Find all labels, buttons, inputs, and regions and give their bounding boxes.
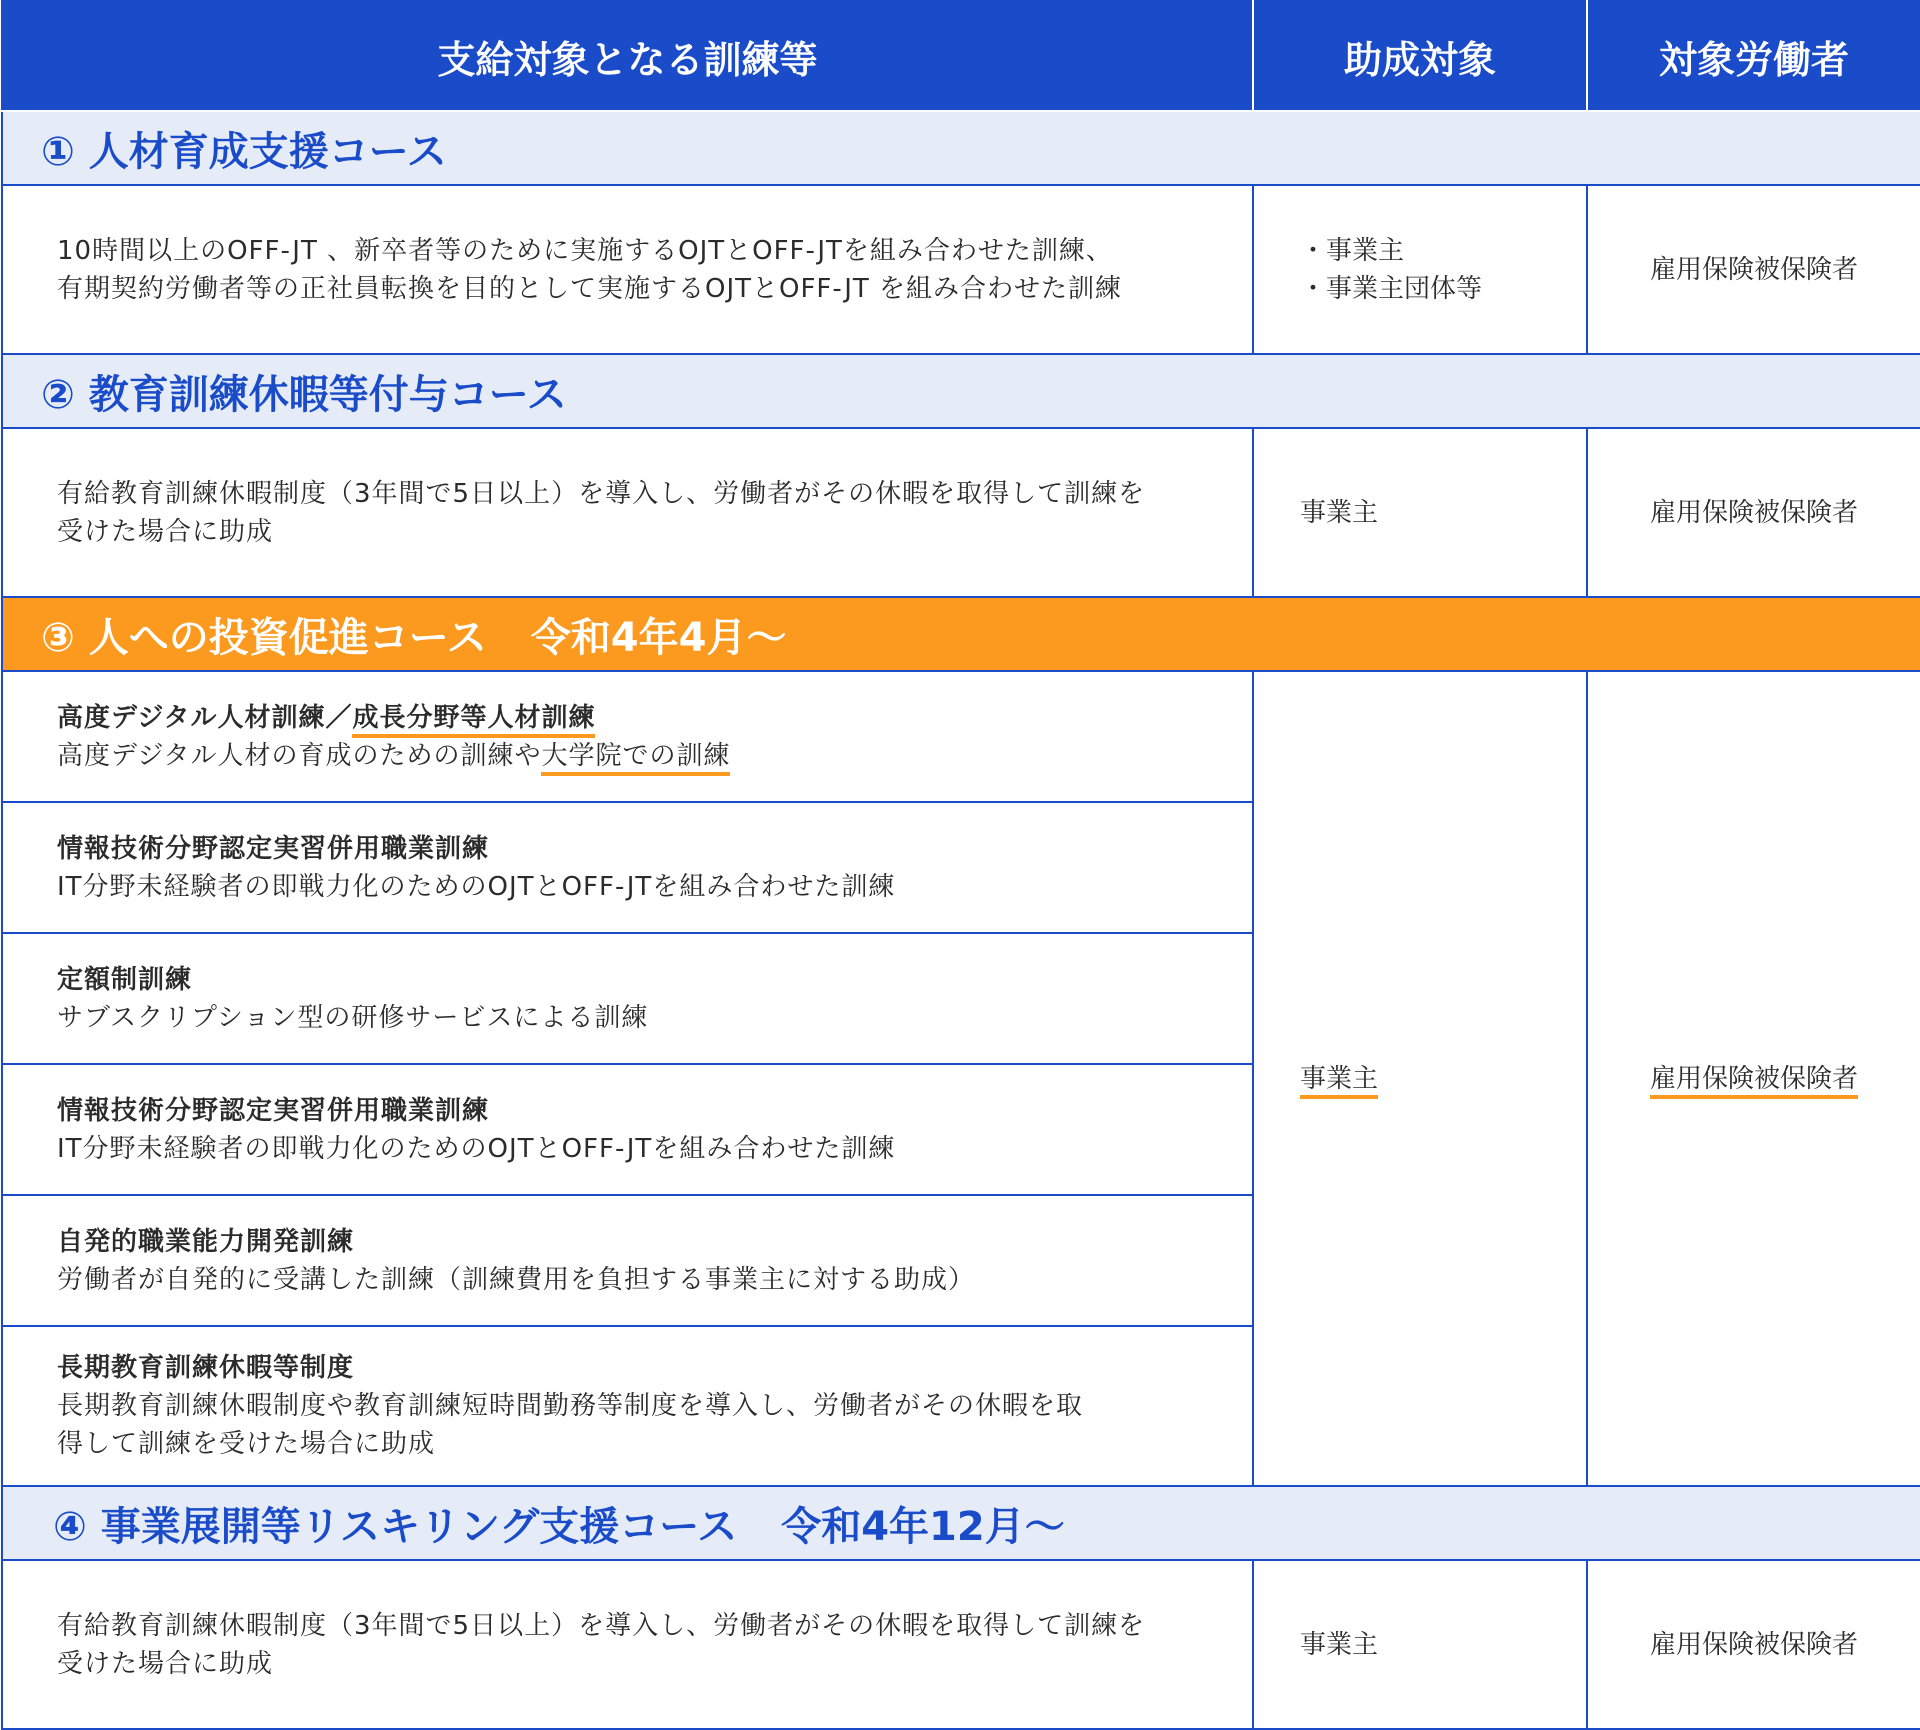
subsidy-table xyxy=(1,0,1920,1730)
item-line: IT分野未経験者の即戦力化のためのOJTとOFF-JTを組み合わせた訓練 xyxy=(57,1133,896,1164)
course3-item-4 xyxy=(2,1064,1253,1195)
item-line: サブスクリプション型の研修サービスによる訓練 xyxy=(57,1002,649,1033)
item-heading: 情報技術分野認定実習併用職業訓練 xyxy=(57,833,490,864)
course2-target: 事業主 xyxy=(1253,428,1587,597)
course3-workers-text: 雇用保険被保険者 xyxy=(1650,1064,1858,1099)
target-line: ・事業主 xyxy=(1300,235,1405,266)
course1-workers: 雇用保険被保険者 xyxy=(1587,185,1920,354)
item-heading-highlight: 成長分野等人材訓練 xyxy=(352,703,595,738)
item-line-highlight: 大学院での訓練 xyxy=(541,741,730,776)
course3-title-text: ③ 人への投資促進コース xyxy=(41,614,487,661)
item-heading: 自発的職業能力開発訓練 xyxy=(57,1226,355,1257)
course3-item-2 xyxy=(2,802,1253,933)
course4-title xyxy=(2,1486,1920,1560)
course4-workers: 雇用保険被保険者 xyxy=(1587,1560,1920,1729)
course3-item-1 xyxy=(2,671,1253,802)
course1-description xyxy=(2,185,1253,354)
section-row-course4 xyxy=(2,1486,1920,1560)
item-line: 長期教育訓練休暇制度や教育訓練短時間勤務等制度を導入し、労働者がその休暇を取 xyxy=(57,1391,1084,1421)
item-line: 高度デジタル人材の育成のための訓練や xyxy=(57,740,542,771)
course3-period: 令和4年4月～ xyxy=(530,614,787,661)
course2-workers: 雇用保険被保険者 xyxy=(1587,428,1920,597)
course4-target: 事業主 xyxy=(1253,1560,1587,1729)
section-row-course1 xyxy=(2,111,1920,185)
desc-line: 10時間以上のOFF-JT 、新卒者等のために実施するOJTとOFF-JTを組み合わせた訓練、 xyxy=(57,235,1113,266)
course3-item-5 xyxy=(2,1195,1253,1326)
target-line: ・事業主団体等 xyxy=(1300,273,1483,304)
course3-title xyxy=(2,597,1920,671)
course3-item-3 xyxy=(2,933,1253,1064)
table-row xyxy=(2,671,1920,802)
course4-title-text: ④ 事業展開等リスキリング支援コース xyxy=(53,1503,738,1550)
header-workers: 対象労働者 xyxy=(1587,1,1920,111)
item-line: 得して訓練を受けた場合に助成 xyxy=(57,1429,436,1459)
item-heading: 情報技術分野認定実習併用職業訓練 xyxy=(57,1095,490,1126)
item-heading: 定額制訓練 xyxy=(57,964,193,995)
item-line: IT分野未経験者の即戦力化のためのOJTとOFF-JTを組み合わせた訓練 xyxy=(57,871,896,902)
course3-target xyxy=(1253,671,1587,1486)
item-heading xyxy=(57,699,1232,737)
table-row xyxy=(2,428,1920,597)
course2-description xyxy=(2,428,1253,597)
item-heading-part: 高度デジタル人材訓練／ xyxy=(57,702,353,733)
course3-target-text: 事業主 xyxy=(1300,1064,1378,1099)
course3-item-6 xyxy=(2,1326,1253,1486)
item-heading: 長期教育訓練休暇等制度 xyxy=(57,1353,355,1383)
header-training: 支給対象となる訓練等 xyxy=(2,1,1253,111)
table-header-row xyxy=(2,1,1920,111)
table-row xyxy=(2,185,1920,354)
course3-workers xyxy=(1587,671,1920,1486)
header-target: 助成対象 xyxy=(1253,1,1587,111)
table-row xyxy=(2,1560,1920,1729)
section-row-course3 xyxy=(2,597,1920,671)
desc-line: 受けた場合に助成 xyxy=(57,1648,274,1679)
item-line: 労働者が自発的に受講した訓練（訓練費用を負担する事業主に対する助成） xyxy=(57,1264,976,1295)
desc-line: 有期契約労働者等の正社員転換を目的として実施するOJTとOFF-JT を組み合わせた訓練 xyxy=(57,273,1123,304)
course4-description xyxy=(2,1560,1253,1729)
course4-period: 令和4年12月～ xyxy=(781,1503,1065,1550)
desc-line: 有給教育訓練休暇制度（3年間で5日以上）を導入し、労働者がその休暇を取得して訓練を xyxy=(57,478,1146,509)
course1-target xyxy=(1253,185,1587,354)
desc-line: 受けた場合に助成 xyxy=(57,516,274,547)
course2-title: ② 教育訓練休暇等付与コース xyxy=(2,354,1920,428)
section-row-course2 xyxy=(2,354,1920,428)
course1-title: ① 人材育成支援コース xyxy=(2,111,1920,185)
desc-line: 有給教育訓練休暇制度（3年間で5日以上）を導入し、労働者がその休暇を取得して訓練を xyxy=(57,1610,1146,1641)
